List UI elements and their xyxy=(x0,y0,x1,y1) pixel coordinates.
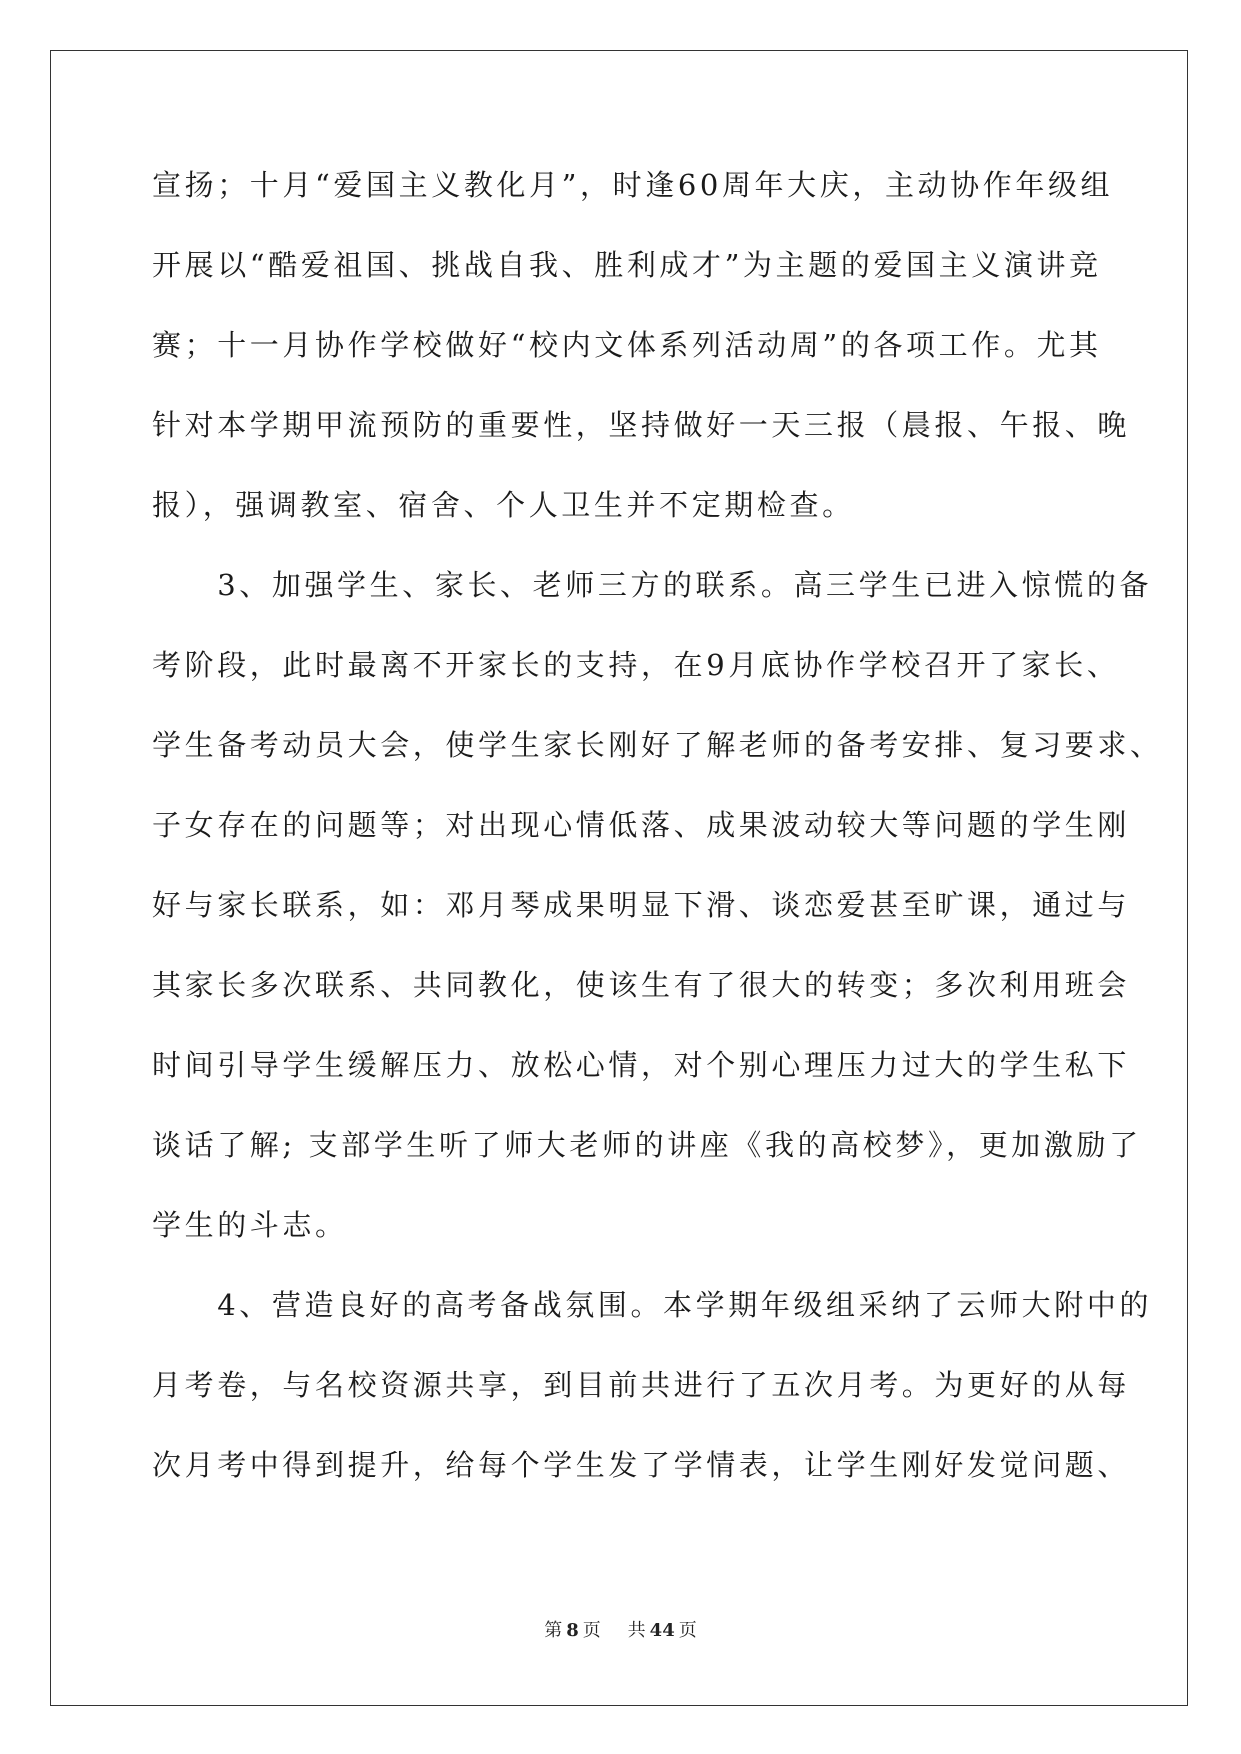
footer-total-suffix: 页 xyxy=(678,1620,697,1641)
text-line: 时间引导学生缓解压力、放松心情，对个别心理压力过大的学生私下 xyxy=(152,1048,1131,1082)
footer-prefix: 第 xyxy=(544,1620,563,1641)
document-body xyxy=(152,160,1163,1520)
text-line: 月考卷，与名校资源共享，到目前共进行了五次月考。为更好的从每 xyxy=(152,1368,1131,1402)
footer-page-suffix: 页 xyxy=(582,1620,601,1641)
total-pages: 44 xyxy=(649,1620,675,1641)
page-number: 8 xyxy=(566,1620,579,1641)
text-line: 报），强调教室、宿舍、个人卫生并不定期检查。 xyxy=(152,488,855,522)
footer-total-prefix: 共 xyxy=(627,1620,646,1641)
text-line: 宣扬；十月“爱国主义教化月”，时逢60周年大庆，主动协作年级组 xyxy=(152,168,1114,202)
text-line: 开展以“酷爱祖国、挑战自我、胜利成才”为主题的爱国主义演讲竞 xyxy=(152,248,1102,282)
text-line: 3、加强学生、家长、老师三方的联系。高三学生已进入惊慌的备 xyxy=(152,568,1153,602)
text-line: 谈话了解; 支部学生听了师大老师的讲座《我的高校梦》，更加激励了 xyxy=(152,1128,1142,1162)
text-line: 次月考中得到提升，给每个学生发了学情表，让学生刚好发觉问题、 xyxy=(152,1448,1131,1482)
text-line: 赛；十一月协作学校做好“校内文体系列活动周”的各项工作。尤其 xyxy=(152,328,1102,362)
page-footer xyxy=(0,1616,1241,1642)
text-line: 子女存在的问题等；对出现心情低落、成果波动较大等问题的学生刚 xyxy=(152,808,1131,842)
text-line: 好与家长联系，如：邓月琴成果明显下滑、谈恋爱甚至旷课，通过与 xyxy=(152,888,1131,922)
text-line: 学生的斗志。 xyxy=(152,1208,348,1242)
text-line: 4、营造良好的高考备战氛围。本学期年级组采纳了云师大附中的 xyxy=(152,1288,1153,1322)
text-line: 其家长多次联系、共同教化，使该生有了很大的转变；多次利用班会 xyxy=(152,968,1131,1002)
text-line: 学生备考动员大会，使学生家长刚好了解老师的备考安排、复习要求、 xyxy=(152,728,1163,762)
text-line: 考阶段，此时最离不开家长的支持，在9月底协作学校召开了家长、 xyxy=(152,648,1120,682)
text-line: 针对本学期甲流预防的重要性，坚持做好一天三报（晨报、午报、晚 xyxy=(152,408,1131,442)
